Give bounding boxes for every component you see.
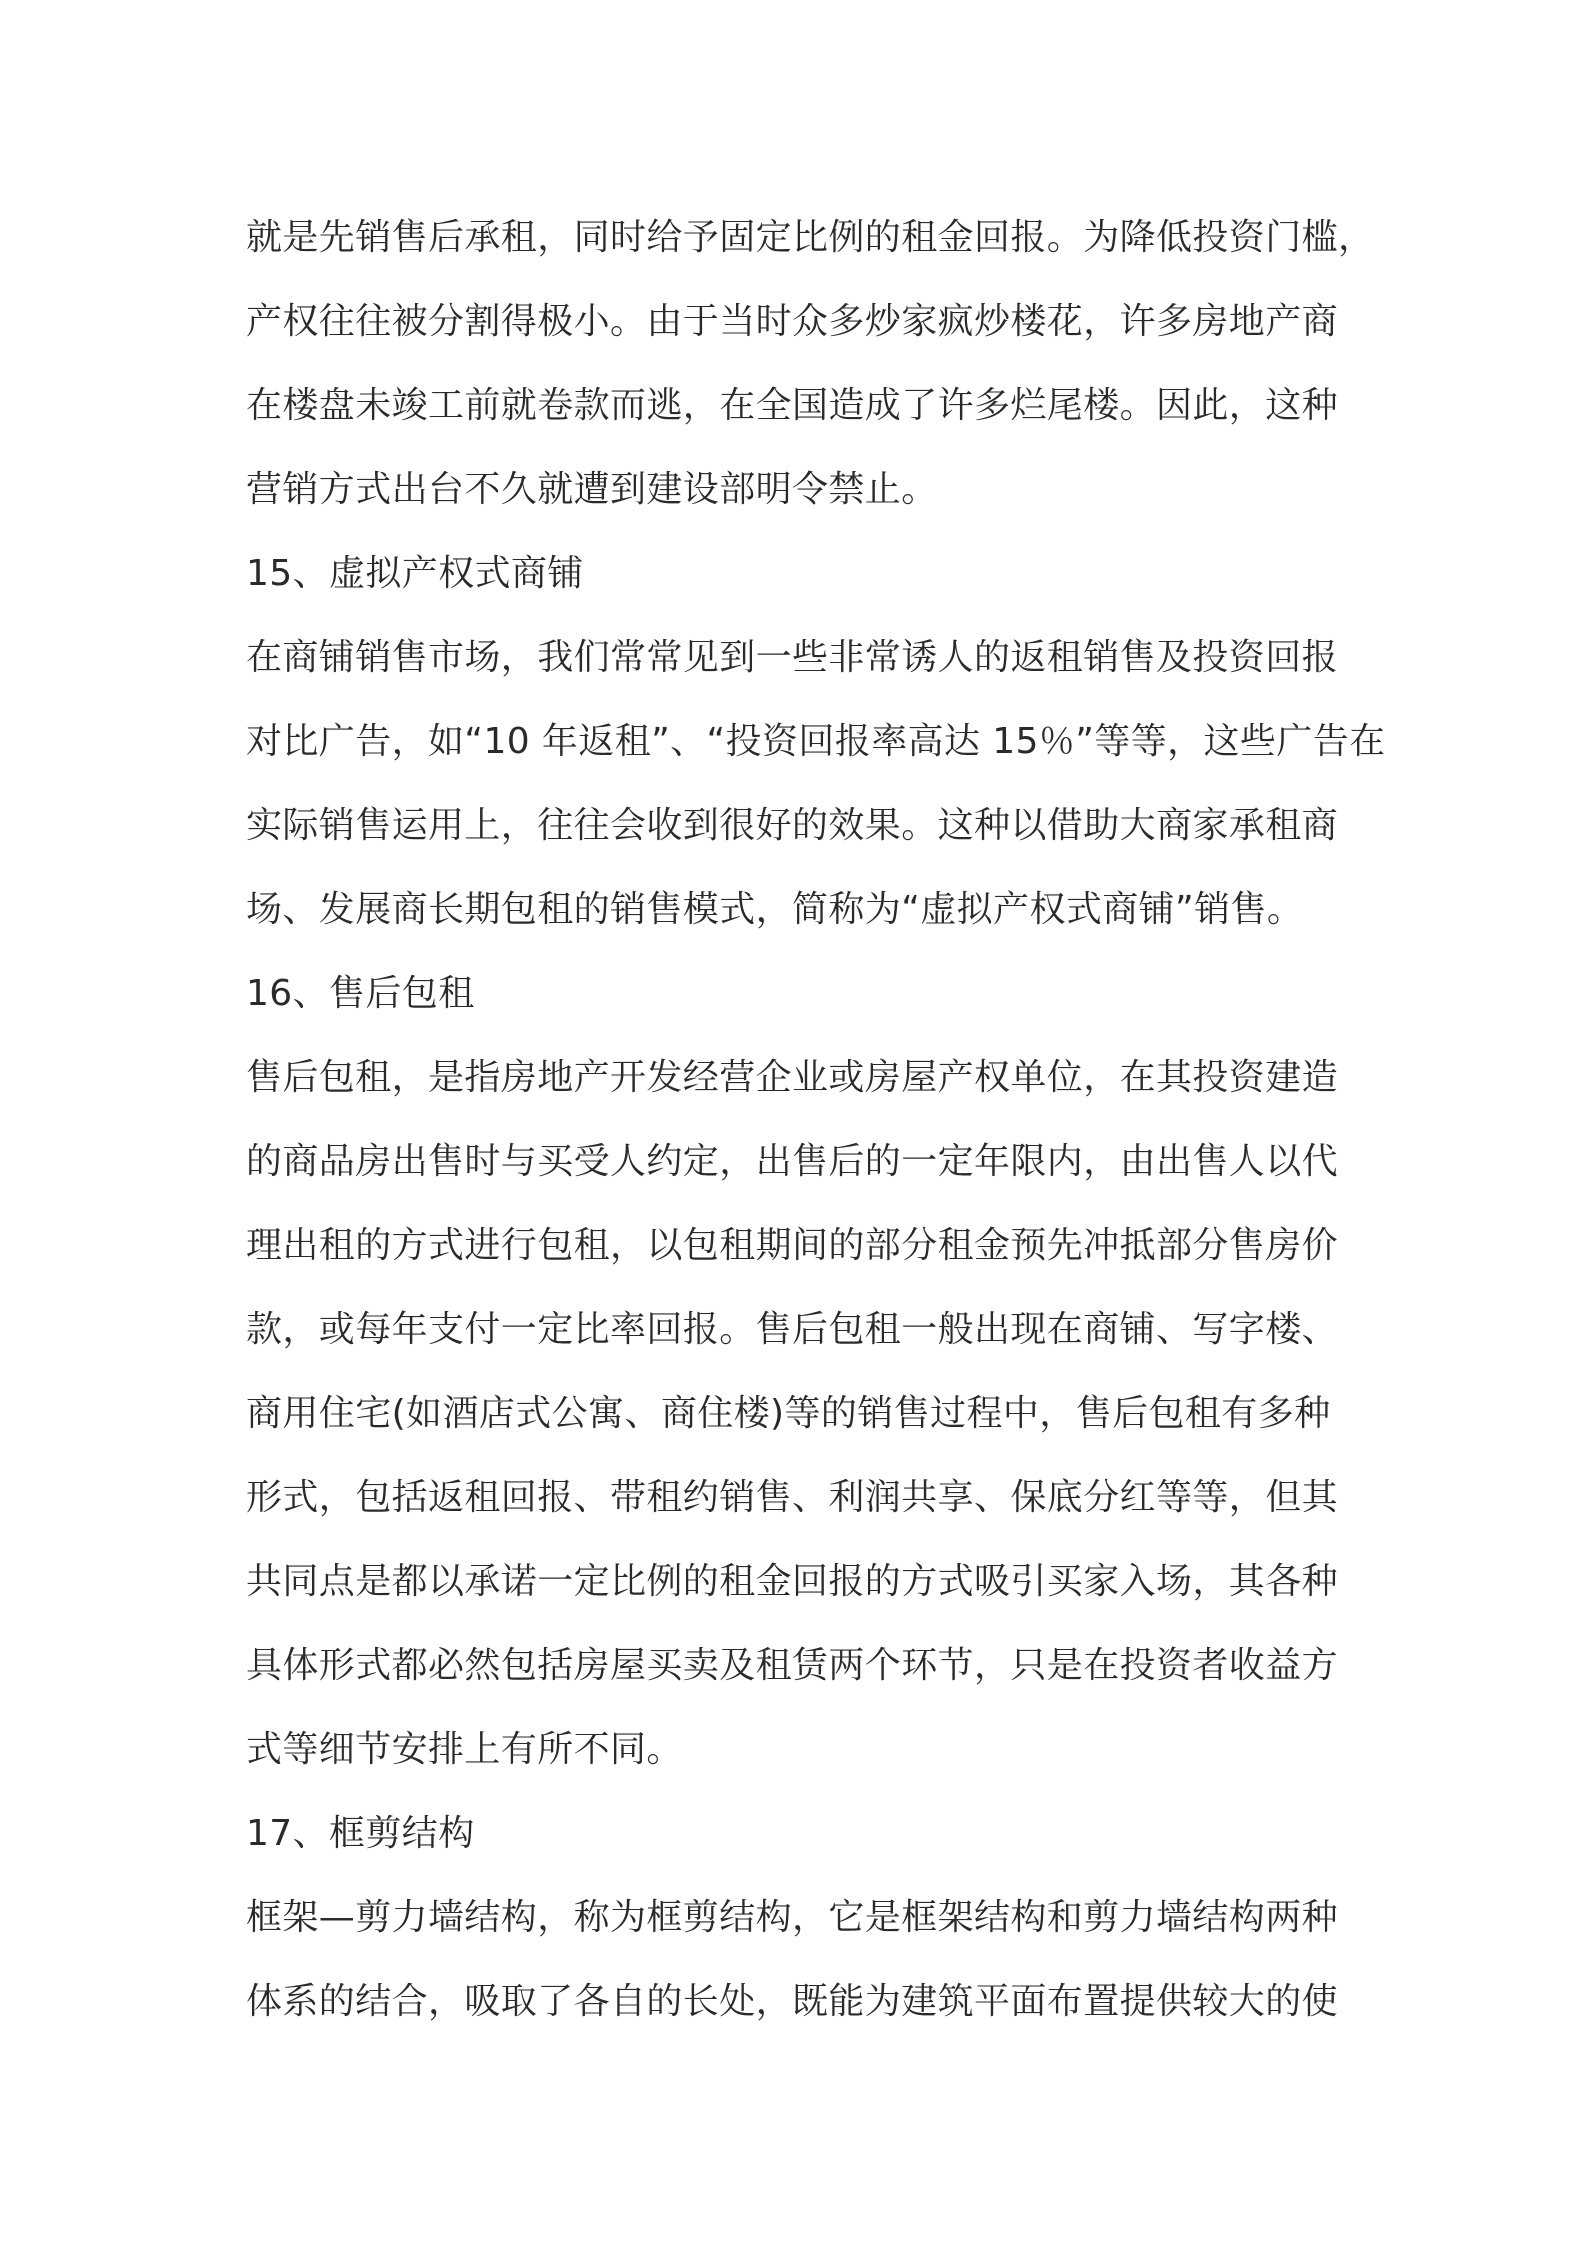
paragraph-line: 场、发展商长期包租的销售模式，简称为“虚拟产权式商铺”销售。 bbox=[246, 889, 1304, 930]
section-heading-16: 16、售后包租 bbox=[246, 973, 475, 1014]
paragraph-line: 式等细节安排上有所不同。 bbox=[246, 1729, 683, 1770]
paragraph-line: 框架—剪力墙结构，称为框剪结构，它是框架结构和剪力墙结构两种 bbox=[246, 1897, 1339, 1938]
paragraph-line: 在商铺销售市场，我们常常见到一些非常诱人的返租销售及投资回报 bbox=[246, 637, 1339, 678]
document-body bbox=[246, 196, 1386, 2044]
paragraph-line: 产权往往被分割得极小。由于当时众多炒家疯炒楼花，许多房地产商 bbox=[246, 301, 1339, 342]
paragraph-line: 共同点是都以承诺一定比例的租金回报的方式吸引买家入场，其各种 bbox=[246, 1561, 1339, 1602]
paragraph-line: 体系的结合，吸取了各自的长处，既能为建筑平面布置提供较大的使 bbox=[246, 1981, 1339, 2022]
paragraph-line: 形式，包括返租回报、带租约销售、利润共享、保底分红等等，但其 bbox=[246, 1477, 1339, 1518]
paragraph-line: 营销方式出台不久就遭到建设部明令禁止。 bbox=[246, 469, 938, 510]
paragraph-line: 理出租的方式进行包租，以包租期间的部分租金预先冲抵部分售房价 bbox=[246, 1225, 1339, 1266]
paragraph-line: 对比广告，如“10 年返租”、“投资回报率高达 15％”等等，这些广告在 bbox=[246, 721, 1386, 762]
paragraph-line: 在楼盘未竣工前就卷款而逃，在全国造成了许多烂尾楼。因此，这种 bbox=[246, 385, 1339, 426]
paragraph-line: 实际销售运用上，往往会收到很好的效果。这种以借助大商家承租商 bbox=[246, 805, 1339, 846]
paragraph-line: 就是先销售后承租，同时给予固定比例的租金回报。为降低投资门槛， bbox=[246, 217, 1375, 258]
paragraph-line: 的商品房出售时与买受人约定，出售后的一定年限内，由出售人以代 bbox=[246, 1141, 1339, 1182]
paragraph-line: 具体形式都必然包括房屋买卖及租赁两个环节，只是在投资者收益方 bbox=[246, 1645, 1339, 1686]
section-heading-15: 15、虚拟产权式商铺 bbox=[246, 553, 584, 594]
paragraph-line: 商用住宅(如酒店式公寓、商住楼)等的销售过程中，售后包租有多种 bbox=[246, 1393, 1331, 1434]
paragraph-line: 售后包租，是指房地产开发经营企业或房屋产权单位，在其投资建造 bbox=[246, 1057, 1339, 1098]
paragraph-line: 款，或每年支付一定比率回报。售后包租一般出现在商铺、写字楼、 bbox=[246, 1309, 1339, 1350]
section-heading-17: 17、框剪结构 bbox=[246, 1813, 475, 1854]
